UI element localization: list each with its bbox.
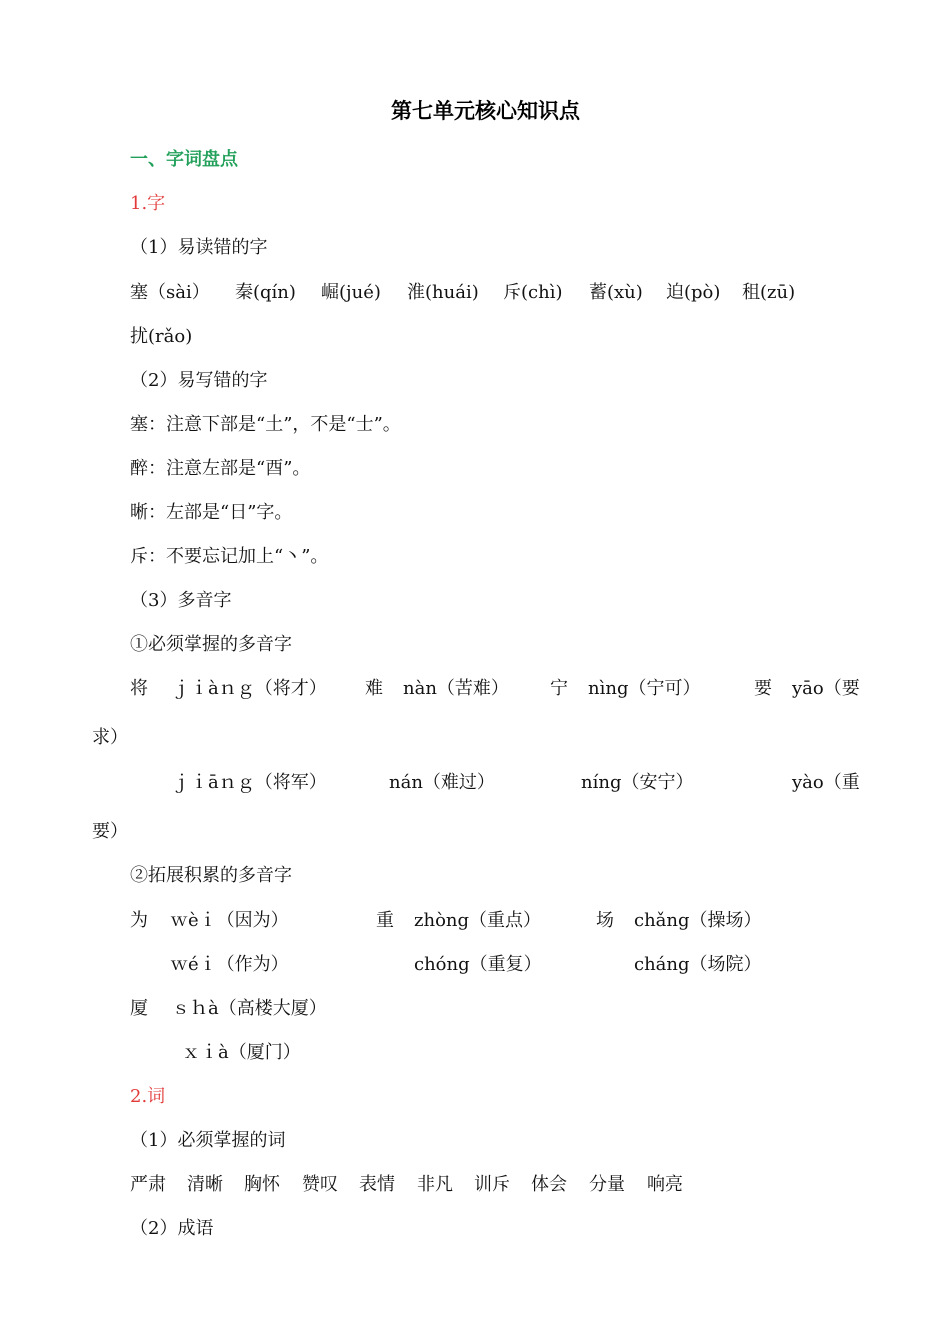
poly-reading: zhòng（重点） [414, 910, 542, 931]
miswrite-line: 晰：左部是“日”字。 [130, 502, 293, 523]
word-item: 胸怀 [244, 1174, 280, 1195]
misread-item: 崛(jué) [321, 282, 381, 303]
word-item: 清晰 [187, 1174, 223, 1195]
word-item: 非凡 [417, 1174, 453, 1195]
poly-reading: ｘｉà（厦门） [182, 1042, 301, 1063]
misread-item: 迫(pò) [666, 282, 721, 303]
poly-reading: ｗéｉ（作为） [170, 954, 289, 975]
misread-item: 淮(huái) [407, 282, 479, 303]
word-item: 赞叹 [302, 1174, 338, 1195]
poly-reading: nìng（宁可） [588, 678, 701, 699]
misread-item: 秦(qín) [235, 282, 296, 303]
poly-reading: nàn（苦难） [403, 678, 509, 699]
heading-idioms: （2）成语 [130, 1218, 214, 1239]
heading-must-words: （1）必须掌握的词 [130, 1130, 286, 1151]
poly-char-chang: 场 [596, 910, 614, 931]
word-item: 分量 [589, 1174, 625, 1195]
poly-char-yao: 要 [754, 678, 772, 699]
word-item: 表情 [359, 1174, 395, 1195]
subheading-must-polyphonic: ①必须掌握的多音字 [130, 634, 292, 655]
subheading-extend-polyphonic: ②拓展积累的多音字 [130, 865, 292, 886]
misread-item: 租(zū) [742, 282, 796, 303]
misread-item: 斥(chì) [503, 282, 563, 303]
poly-reading: chǎng（操场） [634, 910, 762, 931]
word-item: 响亮 [647, 1174, 683, 1195]
word-item: 训斥 [474, 1174, 510, 1195]
poly-reading: ｊｉàｎｇ（将才） [172, 678, 327, 699]
poly-reading: ｗèｉ（因为） [170, 910, 289, 931]
misread-item: 塞（sài） [130, 282, 210, 303]
poly-reading: chóng（重复） [414, 954, 542, 975]
poly-char-nan: 难 [365, 678, 383, 699]
poly-reading-wrap: 求） [92, 727, 128, 748]
miswrite-line: 塞：注意下部是“土”，不是“士”。 [130, 414, 401, 435]
poly-reading: yào（重 [792, 772, 860, 793]
subheading-characters: 1.字 [130, 193, 166, 214]
misread-item: 蓄(xù) [589, 282, 643, 303]
poly-reading: nán（难过） [389, 772, 495, 793]
section-heading-word-review: 一、字词盘点 [130, 149, 238, 170]
subheading-words: 2.词 [130, 1086, 166, 1107]
heading-easy-misread: （1）易读错的字 [130, 237, 268, 258]
poly-char-zhong: 重 [376, 910, 394, 931]
poly-reading: ｊｉāｎｇ（将军） [172, 772, 327, 793]
miswrite-line: 斥：不要忘记加上“丶”。 [130, 546, 329, 567]
poly-char-wei: 为 [130, 910, 148, 931]
poly-char-ning: 宁 [550, 678, 568, 699]
poly-char-jiang: 将 [130, 678, 148, 699]
poly-reading: ｓｈà（高楼大厦） [172, 998, 327, 1019]
poly-reading: níng（安宁） [581, 772, 694, 793]
heading-easy-miswrite: （2）易写错的字 [130, 370, 268, 391]
misread-item: 扰(rǎo) [130, 326, 193, 347]
poly-reading: cháng（场院） [634, 954, 762, 975]
miswrite-line: 醉：注意左部是“酉”。 [130, 458, 311, 479]
heading-polyphonic: （3）多音字 [130, 590, 232, 611]
poly-reading: yāo（要 [792, 678, 860, 699]
word-item: 体会 [531, 1174, 567, 1195]
page-title: 第七单元核心知识点 [391, 99, 580, 123]
poly-char-sha: 厦 [130, 998, 148, 1019]
word-item: 严肃 [130, 1174, 166, 1195]
poly-reading-wrap: 要） [92, 821, 128, 842]
